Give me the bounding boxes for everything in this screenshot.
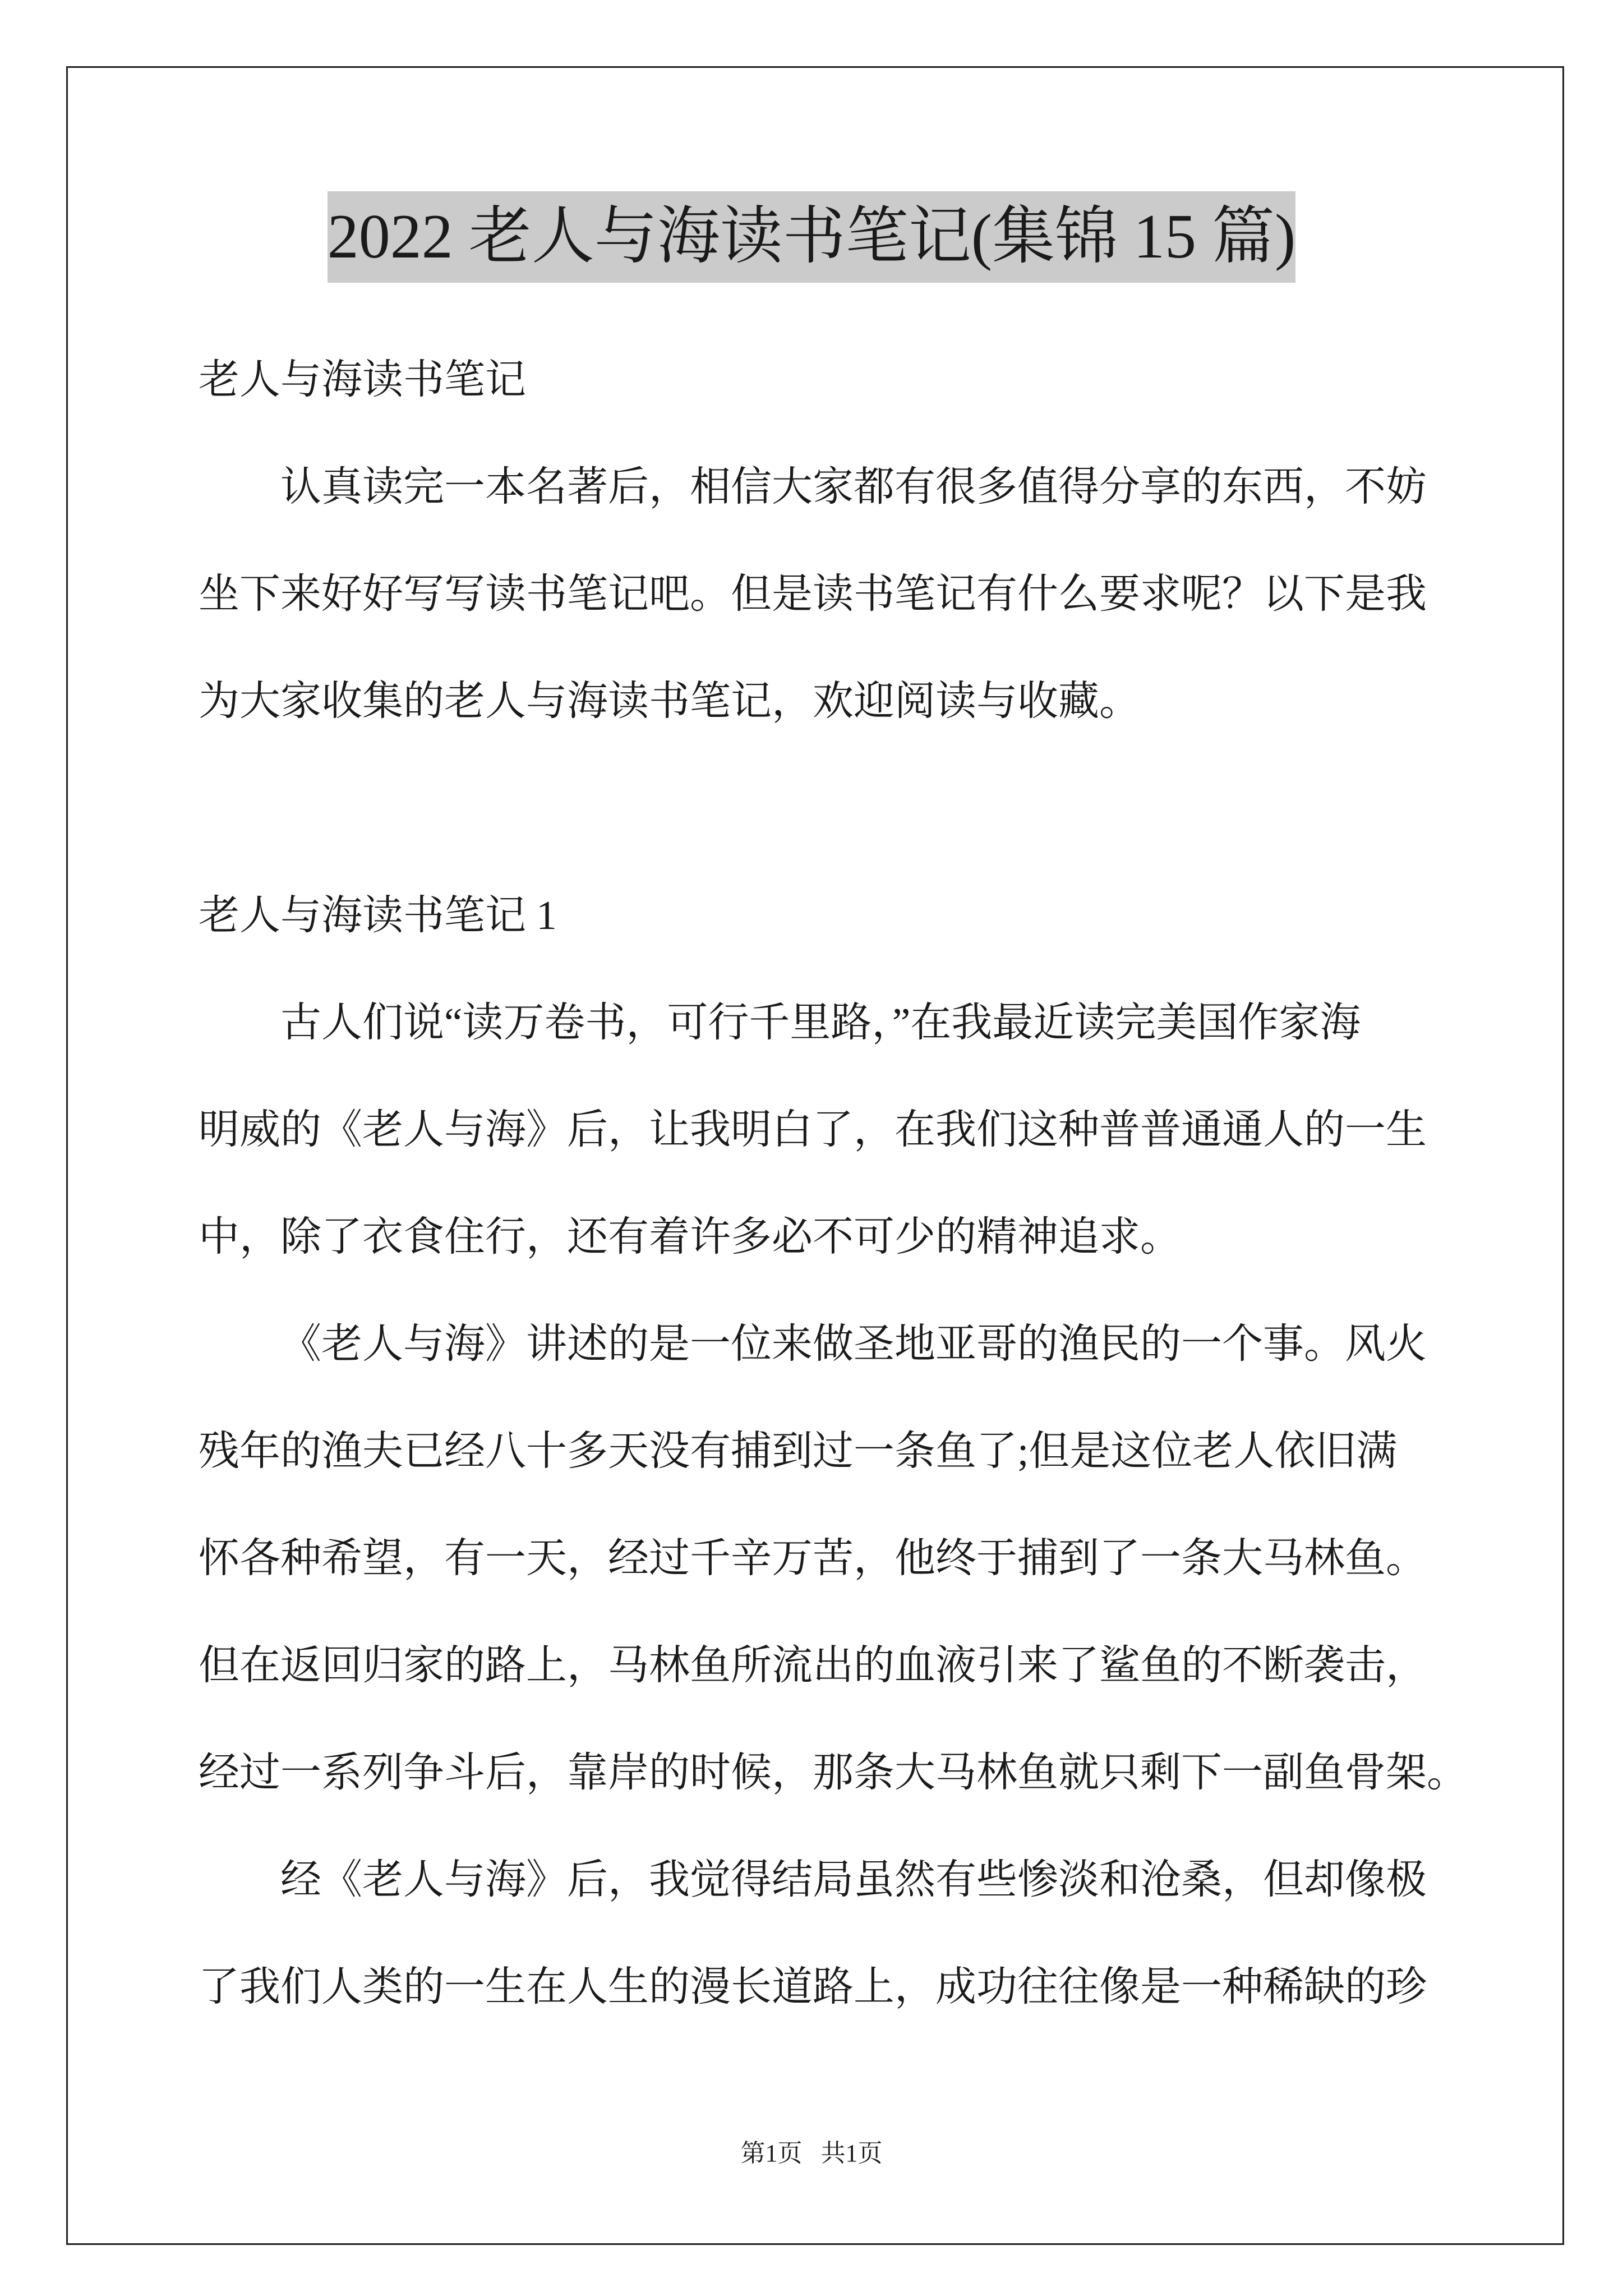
section-note-1: [199, 862, 1468, 2040]
paragraph-line: 《老人与海》讲述的是一位来做圣地亚哥的渔民的一个事。风火: [280, 1321, 1427, 1366]
paragraph-line: 了我们人类的一生在人生的漫长道路上，成功往往像是一种稀缺的珍: [199, 1964, 1427, 2009]
paragraph-line: 经过一系列争斗后，靠岸的时候，那条大马林鱼就只剩下一副鱼骨架。: [199, 1750, 1468, 1795]
paragraph-line: 中，除了衣食住行，还有着许多必不可少的精神追求。: [199, 1214, 1181, 1259]
document-title: 2022 老人与海读书笔记(集锦 15 篇): [328, 191, 1296, 283]
page-footer: 第1页 共1页: [740, 2139, 883, 2167]
section-heading: 老人与海读书笔记: [199, 357, 526, 402]
paragraph-line: 怀各种希望，有一天，经过千辛万苦，他终于捕到了一条大马林鱼。: [199, 1535, 1427, 1581]
paragraph-line: 坐下来好好写写读书笔记吧。但是读书笔记有什么要求呢？以下是我: [199, 571, 1427, 616]
document-body: [199, 326, 1468, 2040]
paragraph-line: 认真读完一本名著后，相信大家都有很多值得分享的东西，不妨: [280, 464, 1427, 509]
section-heading: 老人与海读书笔记 1: [199, 892, 557, 938]
paragraph-line: 为大家收集的老人与海读书笔记，欢迎阅读与收藏。: [199, 678, 1140, 724]
paragraph-line: 但在返回归家的路上，马林鱼所流出的血液引来了鲨鱼的不断袭击，: [199, 1642, 1427, 1688]
paragraph: [199, 433, 1468, 754]
paragraph-line: 古人们说“读万卷书，可行千里路，”在我最近读完美国作家海: [280, 1000, 1361, 1045]
paragraph: [199, 1826, 1468, 2040]
section-intro: [199, 326, 1468, 754]
paragraph-line: 经《老人与海》后，我觉得结局虽然有些惨淡和沧桑，但却像极: [280, 1857, 1427, 1902]
paragraph: [199, 969, 1468, 1290]
paragraph-line: 残年的渔夫已经八十多天没有捕到过一条鱼了;但是这位老人依旧满: [199, 1428, 1398, 1474]
title-block: [0, 191, 1623, 283]
paragraph: [199, 1290, 1468, 1826]
paragraph-line: 明威的《老人与海》后，让我明白了，在我们这种普普通通人的一生: [199, 1107, 1427, 1152]
